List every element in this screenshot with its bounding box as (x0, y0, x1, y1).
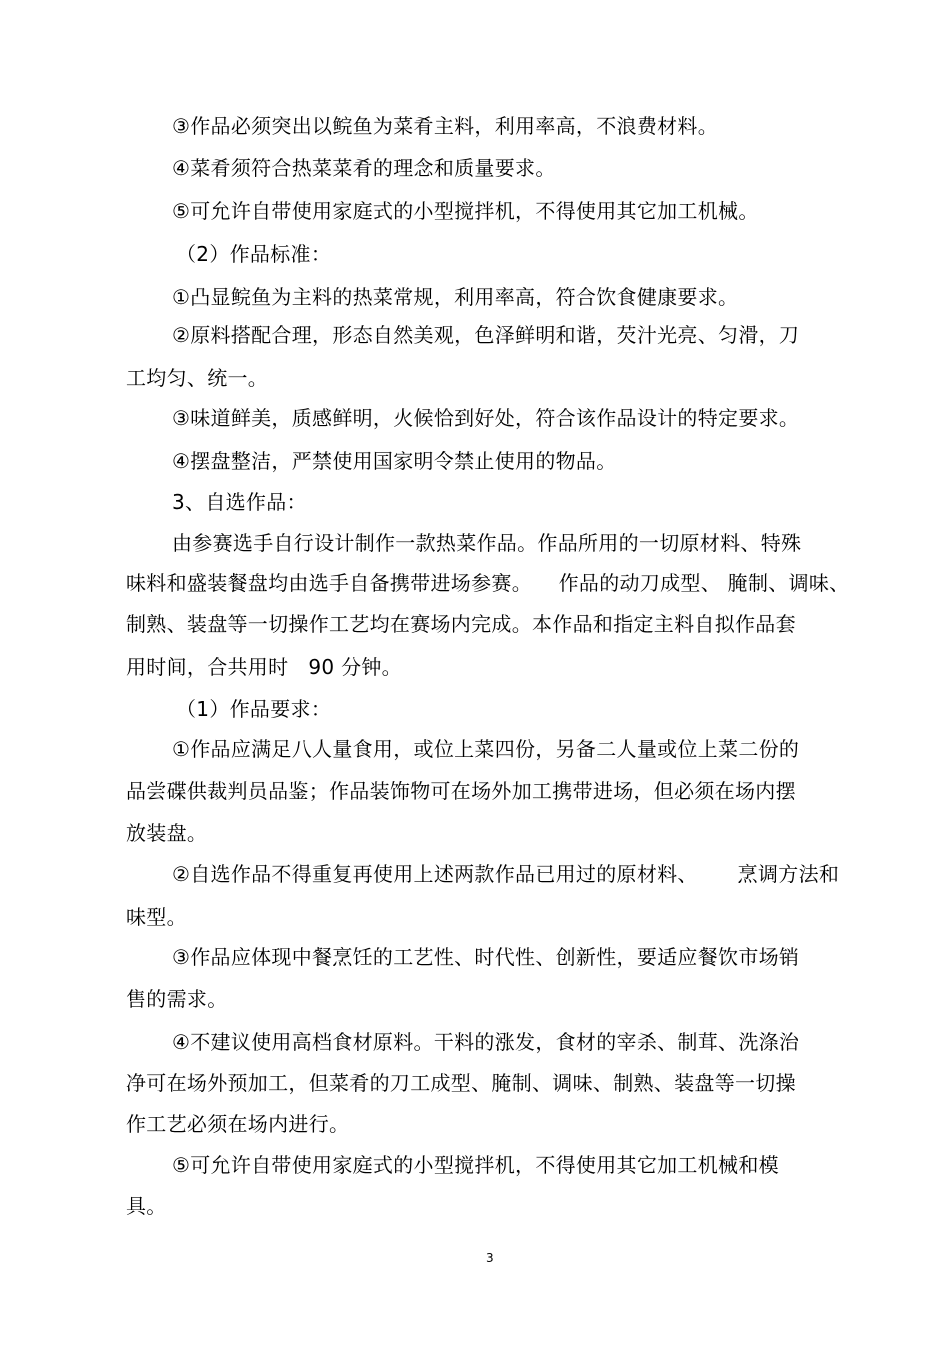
text-line: 具。 (126, 1194, 167, 1218)
text-line: 品尝碟供裁判员品鉴；作品装饰物可在场外加工携带进场，但必须在场内摆 (126, 779, 796, 803)
text-line: ②原料搭配合理，形态自然美观，色泽鲜明和谐，芡汁光亮、匀滑，刀 (172, 323, 800, 347)
text-line: ②自选作品不得重复再使用上述两款作品已用过的原材料、 烹调方法和 (172, 862, 840, 886)
text-line: 味型。 (126, 905, 187, 929)
text-line: ⑤可允许自带使用家庭式的小型搅拌机，不得使用其它加工机械。 (172, 199, 759, 223)
section-heading: （1）作品要求： (176, 697, 332, 721)
section-heading: 3、自选作品： (172, 490, 307, 514)
text-line: ③味道鲜美，质感鲜明，火候恰到好处，符合该作品设计的特定要求。 (172, 406, 800, 430)
section-heading: （2）作品标准： (176, 242, 332, 266)
text-line: ①作品应满足八人量食用，或位上菜四份，另备二人量或位上菜二份的 (172, 737, 800, 761)
text-line: ⑤可允许自带使用家庭式的小型搅拌机，不得使用其它加工机械和模 (172, 1153, 779, 1177)
text-line: 用时间，合共用时 90 分钟。 (126, 655, 402, 679)
text-line: ④菜肴须符合热菜菜肴的理念和质量要求。 (172, 156, 556, 180)
text-line: ④不建议使用高档食材原料。干料的涨发，食材的宰杀、制茸、洗涤治 (172, 1030, 800, 1054)
text-line: 售的需求。 (126, 987, 228, 1011)
text-line: 由参赛选手自行设计制作一款热菜作品。作品所用的一切原材料、特殊 (172, 531, 802, 555)
text-line: 作工艺必须在场内进行。 (126, 1112, 350, 1136)
text-line: 放装盘。 (126, 821, 208, 845)
text-line: ③作品应体现中餐烹饪的工艺性、时代性、创新性，要适应餐饮市场销 (172, 945, 800, 969)
text-line: 制熟、装盘等一切操作工艺均在赛场内完成。本作品和指定主料自拟作品套 (126, 612, 796, 636)
text-line: ①凸显鲩鱼为主料的热菜常规，利用率高，符合饮食健康要求。 (172, 285, 739, 309)
page-number: 3 (486, 1251, 494, 1265)
text-line: ③作品必须突出以鲩鱼为菜肴主料，利用率高，不浪费材料。 (172, 114, 719, 138)
text-line: 工均匀、统一。 (126, 366, 269, 390)
text-line: 味料和盛装餐盘均由选手自备携带进场参赛。 作品的动刀成型、 腌制、调味、 (126, 571, 850, 595)
text-line: 净可在场外预加工，但菜肴的刀工成型、腌制、调味、制熟、装盘等一切操 (126, 1071, 796, 1095)
text-line: ④摆盘整洁，严禁使用国家明令禁止使用的物品。 (172, 449, 617, 473)
